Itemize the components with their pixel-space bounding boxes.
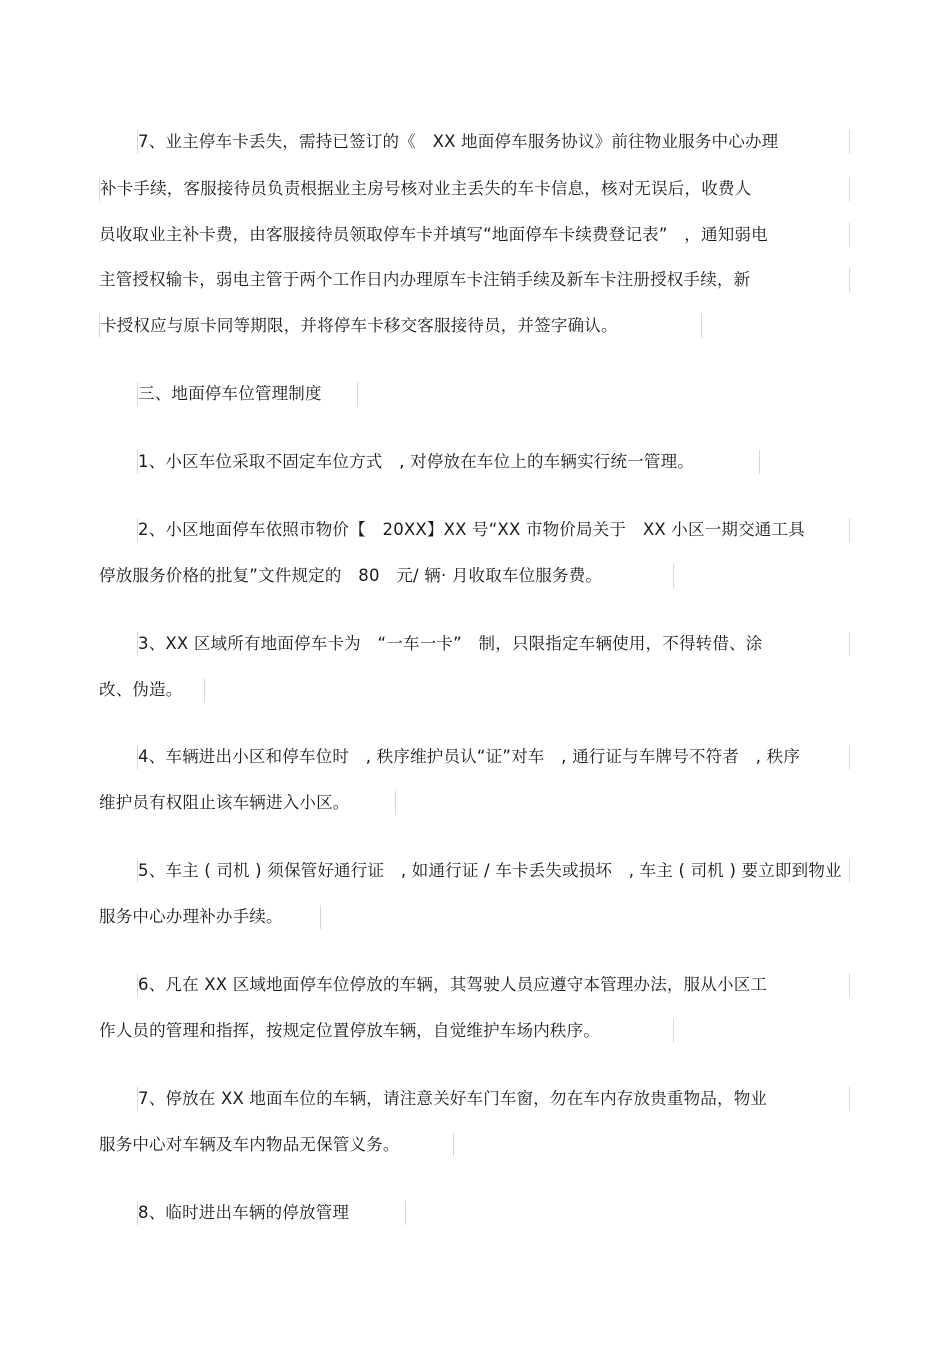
rule-5-line-1: 5、车主 ( 司机 ) 须保管好通行证 , 如通行证 / 车卡丢失或损坏 , 车主 ( 司机 ) 要立即到物业 — [137, 859, 850, 883]
section-heading: 三、地面停车位管理制度 — [137, 382, 358, 406]
rule-7-line-2: 服务中心对车辆及车内物品无保管义务。 — [99, 1133, 454, 1157]
paragraph-7-line-2: 补卡手续，客服接待员负责根据业主房号核对业主丢失的车卡信息，核对无误后，收费人 — [99, 177, 850, 201]
rule-6-line-1: 6、凡在 XX 区域地面停车位停放的车辆，其驾驶人员应遵守本管理办法，服从小区工 — [137, 973, 850, 997]
paragraph-7-line-4: 主管授权输卡，弱电主管于两个工作日内办理原车卡注销手续及新车卡注册授权手续，新 — [99, 268, 850, 292]
rule-4-line-2: 维护员有权阻止该车辆进入小区。 — [99, 791, 396, 815]
rule-3-line-2: 改、伪造。 — [99, 678, 205, 702]
paragraph-7-line-1: 7、业主停车卡丢失，需持已签订的《 XX 地面停车服务协议》前往物业服务中心办理 — [137, 130, 850, 154]
rule-4-line-1: 4、车辆进出小区和停车位时 , 秩序维护员认“证”对车 , 通行证与车牌号不符者 , 秩序 — [137, 745, 850, 769]
rule-7-line-1: 7、停放在 XX 地面车位的车辆，请注意关好车门车窗，勿在车内存放贵重物品，物业 — [137, 1087, 850, 1111]
rule-2-line-2: 停放服务价格的批复”文件规定的 80 元/ 辆· 月收取车位服务费。 — [99, 564, 674, 588]
rule-6-line-2: 作人员的管理和指挥，按规定位置停放车辆，自觉维护车场内秩序。 — [99, 1019, 674, 1043]
paragraph-7-line-5: 卡授权应与原卡同等期限，并将停车卡移交客服接待员，并签字确认。 — [99, 314, 702, 338]
paragraph-7-line-3: 员收取业主补卡费，由客服接待员领取停车卡并填写“地面停车卡续费登记表” ，通知弱电 — [99, 223, 850, 247]
rule-8: 8、临时进出车辆的停放管理 — [137, 1201, 406, 1225]
rule-2-line-1: 2、小区地面停车依照市物价【 20XX】XX 号“XX 市物价局关于 XX 小区一期交通工具 — [137, 518, 850, 542]
rule-5-line-2: 服务中心办理补办手续。 — [99, 905, 321, 929]
rule-3-line-1: 3、XX 区域所有地面停车卡为 “一车一卡” 制，只限指定车辆使用，不得转借、涂 — [137, 632, 850, 656]
rule-1: 1、小区车位采取不固定车位方式 , 对停放在车位上的车辆实行统一管理。 — [137, 450, 760, 474]
